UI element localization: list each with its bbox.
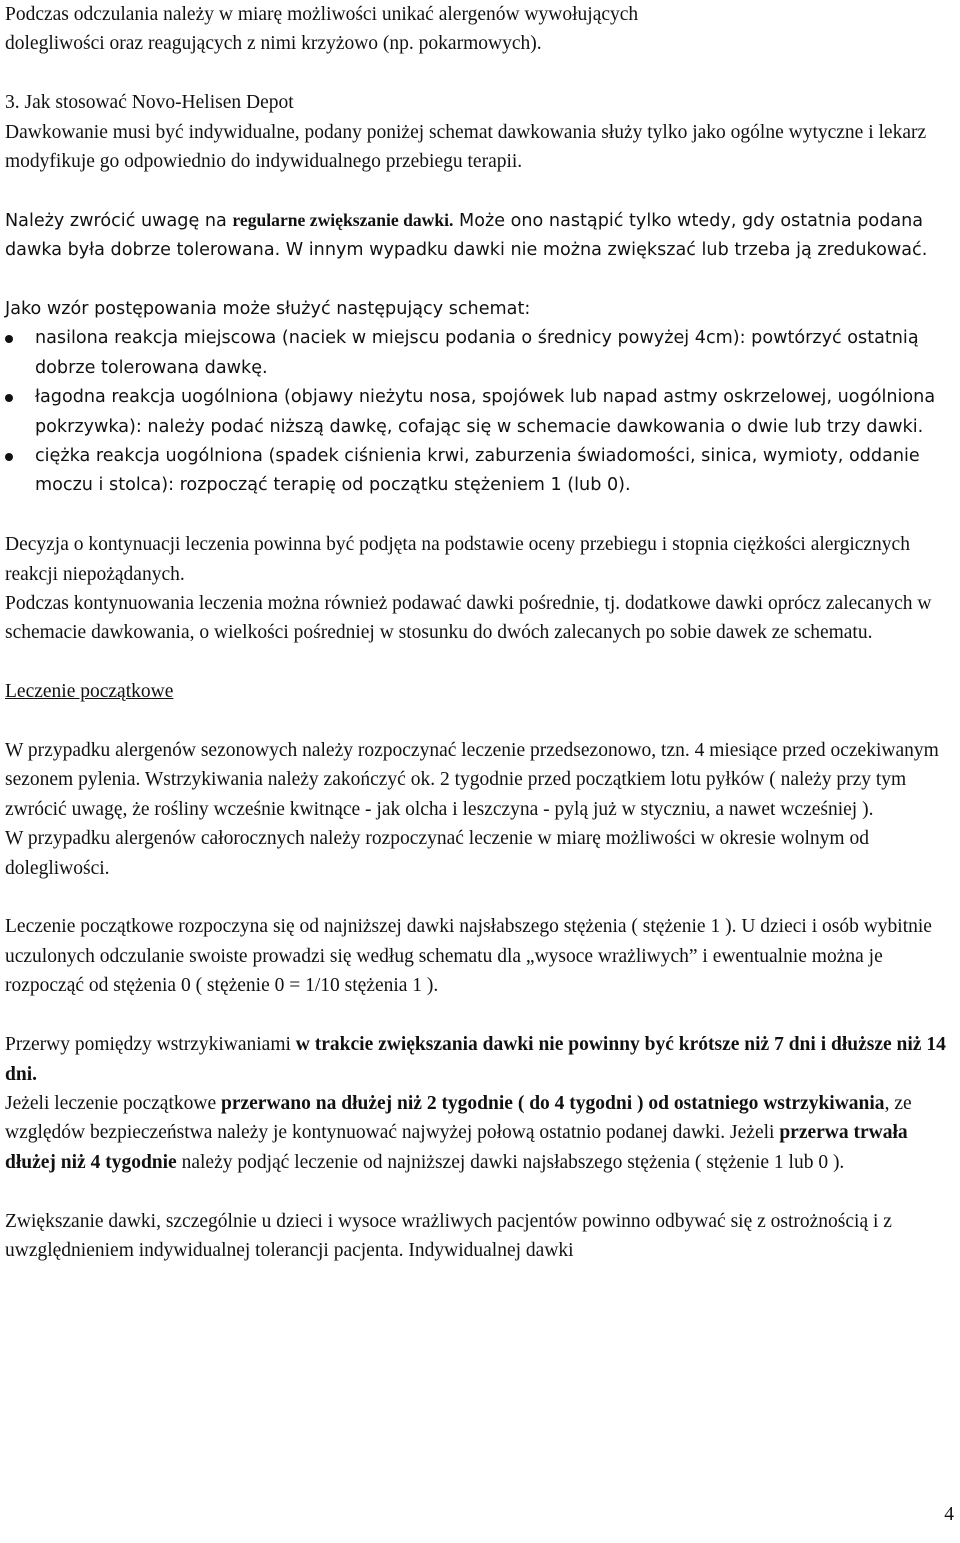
schema-item-text: ciężka reakcja uogólniona (spadek ciśnienia krwi, zaburzenia świadomości, sinica, wymioty, oddanie moczu i stolca): rozpocząć terapię od początku stężeniem 1 (lub 0).: [35, 446, 920, 496]
schema-item-text: łagodna reakcja uogólniona (objawy nieżytu nosa, spojówek lub napad astmy oskrzelowej, uogólniona pokrzywka): należy podać niższą dawkę, cofając się w schemacie dawkowania o dwie lub trzy dawki.: [35, 387, 936, 437]
intro-line-2: dolegliwości oraz reagujących z nimi krzyżowo (np. pokarmowych).: [5, 33, 542, 55]
schema-item: [5, 324, 955, 383]
dose-increase-paragraph: [5, 206, 955, 266]
section-3-heading: 3. Jak stosować Novo-Helisen Depot: [5, 92, 294, 114]
page-number: 4: [944, 1504, 954, 1525]
schema-intro: Jako wzór postępowania może służyć następujący schemat:: [5, 299, 531, 320]
schema-list: [5, 324, 955, 500]
interruption-text-1: Jeżeli leczenie początkowe: [5, 1092, 221, 1114]
bullet-icon: [5, 335, 13, 343]
initial-dose-paragraph: Leczenie początkowe rozpoczyna się od najniższej dawki najsłabszego stężenia ( stężenie 1 ). U dzieci i osób wybitnie uczulonych odczulanie swoiste prowadzi się według schematu dla „wysoce wrażliwych” i ewentualnie można je rozpocząć od stężenia 0 ( stężenie 0 = 1/10 stężenia 1 ).: [5, 916, 932, 997]
interruption-bold-1: przerwano na dłużej niż 2 tygodnie ( do 4 tygodni ) od ostatniego wstrzykiwania: [221, 1092, 885, 1114]
document-page: [5, 0, 955, 1265]
interruption-paragraph: [5, 1089, 955, 1177]
seasonal-allergens-paragraph: W przypadku alergenów sezonowych należy rozpoczynać leczenie przedsezonowo, tzn. 4 miesiące przed oczekiwanym sezonem pylenia. Wstrzykiwania należy zakończyć ok. 2 tygodnie przed początkiem lotu pyłków ( należy przy tym zwrócić uwagę, że rośliny wcześnie kwitnące - jak olcha i leszczyna - pylą już w styczniu, a nawet wcześniej ).: [5, 740, 939, 820]
dose-increase-pre: Należy zwrócić uwagę na: [5, 210, 233, 231]
intro-line-1: Podczas odczulania należy w miarę możliwości unikać alergenów wywołujących: [5, 4, 639, 25]
section-3-text: Dawkowanie musi być indywidualne, podany poniżej schemat dawkowania służy tylko jako ogólne wytyczne i lekarz modyfikuje go odpowiednio do indywidualnego przebiegu terapii.: [5, 121, 927, 173]
interruption-text-3: należy podjąć leczenie od najniższej dawki najsłabszego stężenia ( stężenie 1 lub 0 ).: [176, 1151, 845, 1173]
initial-treatment-heading: Leczenie początkowe: [5, 681, 174, 703]
dose-increase-post: Może ono nastąpić tylko wtedy, gdy ostatnia podana dawka była dobrze tolerowana. W innym wypadku dawki nie można zwiększać lub trzeba ją zredukować.: [5, 210, 928, 261]
schema-item-text: nasilona reakcja miejscowa (naciek w miejscu podania o średnicy powyżej 4cm): powtórzyć ostatnią dobrze tolerowana dawkę.: [35, 328, 919, 378]
interruption-text-2: , ze względów bezpieczeństwa należy je kontynuować najwyżej połową ostatnio podanej dawki. Jeżeli: [5, 1092, 912, 1144]
schema-item: [5, 383, 955, 442]
caution-paragraph: Zwiększanie dawki, szczególnie u dzieci i wysoce wrażliwych pacjentów powinno odbywać się z ostrożnością i z uwzględnieniem indywidualnej tolerancji pacjenta. Indywidualnej dawki: [5, 1210, 892, 1261]
breaks-bold: w trakcie zwiększania dawki nie powinny być krótsze niż 7 dni i dłuższe niż 14 dni.: [5, 1034, 946, 1085]
bullet-icon: [5, 394, 13, 402]
breaks-paragraph: [5, 1030, 955, 1089]
schema-item: [5, 442, 955, 501]
bullet-icon: [5, 453, 13, 461]
intermediate-doses-paragraph: Podczas kontynuowania leczenia można również podawać dawki pośrednie, tj. dodatkowe dawki oprócz zalecanych w schemacie dawkowania, o wielkości pośredniej w stosunku do dwóch zalecanych po sobie dawek ze schematu.: [5, 593, 932, 644]
dose-increase-bold: regularne zwiększanie dawki.: [232, 209, 454, 230]
perennial-allergens-paragraph: W przypadku alergenów całorocznych należy rozpoczynać leczenie w miarę możliwości w okresie wolnym od dolegliwości.: [5, 828, 869, 879]
decision-paragraph: Decyzja o kontynuacji leczenia powinna być podjęta na podstawie oceny przebiegu i stopnia ciężkości alergicznych reakcji niepożądanych.: [5, 534, 910, 585]
interruption-bold-2: przerwa trwała dłużej niż 4 tygodnie: [5, 1122, 908, 1173]
breaks-pre: Przerwy pomiędzy wstrzykiwaniami: [5, 1034, 296, 1056]
